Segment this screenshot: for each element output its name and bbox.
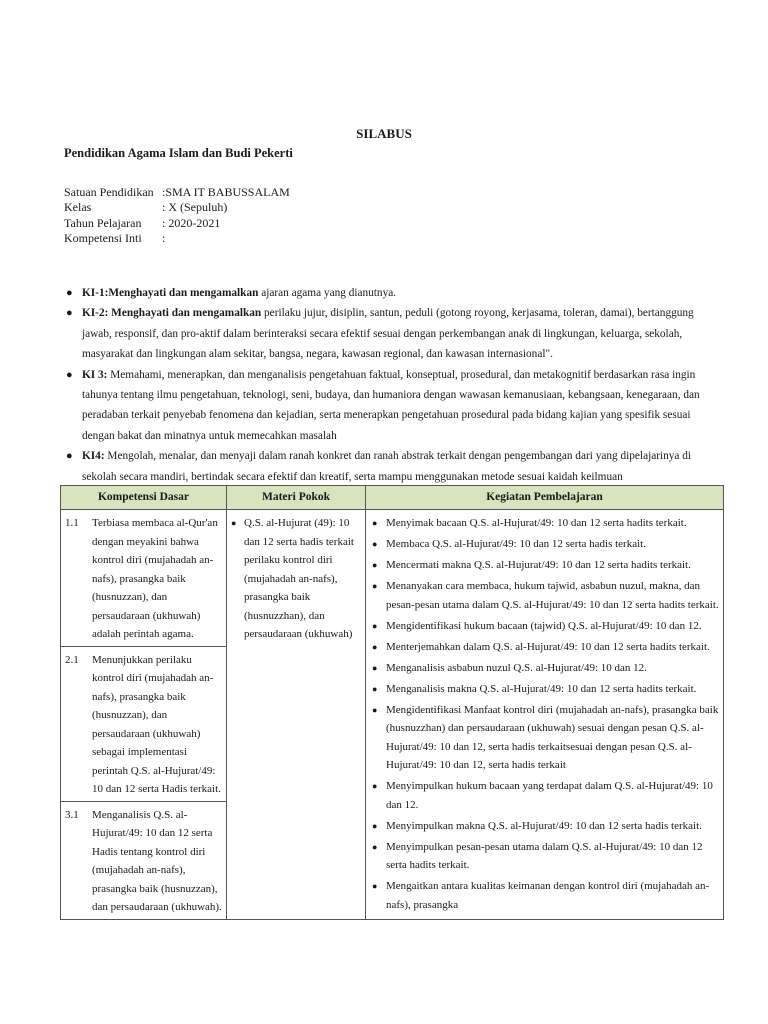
kegiatan-text: Menanyakan cara membaca, hukum tajwid, asbabun nuzul, makna, dan pesan-pesan utama dalam Q.S. al-Hujurat/49: 10 dan 12 serta hadits terkait. [386, 580, 719, 611]
ki-item [64, 303, 716, 364]
bullet-icon: ● [372, 820, 378, 831]
bullet-icon: ● [372, 683, 378, 694]
list-item [368, 617, 721, 636]
kd-text: Menganalisis Q.S. al-Hujurat/49: 10 dan 12 serta Hadis tentang kontrol diri (mujahadah an-nafs), prasangka baik (husnuzzan), dan persaudaraan (ukhuwah). [92, 808, 222, 913]
ki-item [64, 283, 716, 303]
bullet-icon: ● [372, 581, 378, 591]
bullet-icon: ● [372, 781, 378, 791]
identity-value: : [162, 230, 166, 245]
bullet-icon: ● [372, 560, 378, 570]
kd-cell [61, 510, 227, 647]
column-header-kompetensi-dasar: Kompetensi Dasar [61, 486, 227, 510]
kegiatan-text: Mencermati makna Q.S. al-Hujurat/49: 10 dan 12 serta hadits terkait. [386, 559, 691, 571]
column-header-kegiatan: Kegiatan Pembelajaran [366, 486, 724, 510]
list-item [368, 701, 721, 775]
ki-item [64, 446, 716, 487]
kd-number: 1.1 [65, 517, 79, 529]
list-item [368, 577, 721, 614]
document-title: SILABUS [356, 126, 412, 141]
bullet-icon: ● [372, 881, 378, 891]
identity-value: :SMA IT BABUSSALAM [162, 185, 290, 199]
bullet-icon: ● [372, 620, 378, 631]
ki-text: Mengolah, menalar, dan menyaji dalam ranah konkret dan ranah abstrak terkait dengan pengembangan dari yang dipelajarinya di sekolah secara mandiri, bertindak secara efektif dan kreatif, serta mampu menggunakan metode sesuai kaidah keilmuan [82, 450, 692, 483]
bullet-icon: ● [372, 841, 378, 852]
list-item [368, 680, 721, 699]
kd-cell [61, 801, 227, 919]
kegiatan-text: Mengidentifikasi hukum bacaan (tajwid) Q.S. al-Hujurat/49: 10 dan 12. [386, 619, 702, 632]
identity-value: : 2020-2021 [162, 215, 221, 230]
ki-text: Memahami, menerapkan, dan menganalisis pengetahuan faktual, konseptual, prosedural, dan metakognitif berdasarkan rasa ingin tahunya tentang ilmu pengetahuan, teknologi, seni, budaya, dan humaniora dengan wawasan kemanusiaan, kebangsaan, kenegaraan, dan peradaban terkait penyebab fenomena dan kejadian, serta menerapkan pengetahuan prosedural pada bidang kajian yang spesifik sesuai dengan bakat dan minatnya untuk memecahkan masalah [82, 368, 700, 442]
list-item [368, 817, 721, 836]
list-item [368, 514, 721, 533]
bullet-icon: ● [231, 518, 237, 528]
materi-text: Q.S. al-Hujurat (49): 10 dan 12 serta hadis terkait perilaku kontrol diri (mujahadah an-nafs), prasangka baik (husnuzzhan), dan persaudaraan (ukhuwah) [244, 517, 354, 640]
bullet-icon: ● [372, 641, 378, 652]
kegiatan-text: Menyimpulkan makna Q.S. al-Hujurat/49: 10 dan 12 serta hadis terkait. [386, 819, 702, 832]
kompetensi-inti-list [64, 283, 716, 487]
list-item [368, 638, 721, 657]
list-item [368, 777, 721, 814]
materi-pokok-cell [227, 510, 366, 920]
ki-item [64, 365, 716, 447]
kegiatan-text: Mengaitkan antara kualitas keimanan dengan kontrol diri (mujahadah an-nafs), prasangka [386, 880, 710, 911]
syllabus-table [60, 485, 724, 920]
list-item [368, 556, 721, 575]
bullet-icon: ● [372, 662, 378, 673]
identity-row [64, 231, 290, 246]
kd-cell [61, 646, 227, 801]
kegiatan-text: Menyimak bacaan Q.S. al-Hujurat/49: 10 dan 12 serta hadits terkait. [386, 517, 687, 529]
table-header-row [61, 486, 724, 510]
list-item [368, 659, 721, 678]
bullet-icon: ● [66, 287, 73, 299]
kegiatan-list [368, 514, 721, 914]
identity-label: Kelas [64, 200, 92, 215]
ki-text: perilaku jujur, disiplin, santun, peduli (gotong royong, kerjasama, toleran, damai), bertanggung jawab, responsif, dan pro-aktif dalam berinteraksi secara efektif sesuai dengan perkembangan anak di lingkungan, keluarga, sekolah, masyarakat dan lingkungan alam sekitar, bangsa, negara, kawasan regional, dan kawasan internasional". [82, 307, 694, 361]
column-header-materi-pokok: Materi Pokok [227, 486, 366, 510]
identity-label: Satuan Pendidikan [64, 185, 154, 199]
ki-heading: KI4: [82, 450, 105, 463]
materi-item [229, 514, 363, 644]
subject-title: Pendidikan Agama Islam dan Budi Pekerti [64, 146, 293, 160]
identity-row [64, 200, 290, 215]
kegiatan-text: Menganalisis asbabun nuzul Q.S. al-Hujurat/49: 10 dan 12. [386, 661, 647, 674]
ki-heading: KI-1:Menghayati dan mengamalkan [82, 287, 259, 299]
list-item [368, 838, 721, 875]
kegiatan-text: Mengidentifikasi Manfaat kontrol diri (mujahadah an-nafs), prasangka baik (husnuzzhan) dan persaudaraan (ukhuwah) sesuai dengan pesan Q.S. al-Hujurat/49: 10 dan 12, serta hadis terkaitsesuai dengan pesan Q.S. al-Hujurat/49: 10 dan 12, serta hadis terkait [386, 703, 719, 771]
kd-text: Menunjukkan perilaku kontrol diri (mujahadah an-nafs), prasangka baik (husnuzzan), dan persaudaraan (ukhuwah) sebagai implementasi perintah Q.S. al-Hujurat/49: 10 dan 12 serta Hadis terkait. [92, 653, 221, 795]
ki-text: ajaran agama yang dianutnya. [258, 287, 397, 299]
list-item [368, 877, 721, 914]
table-row [61, 510, 724, 647]
kegiatan-text: Menganalisis makna Q.S. al-Hujurat/49: 10 dan 12 serta hadits terkait. [386, 682, 697, 695]
kegiatan-cell [366, 510, 724, 920]
bullet-icon: ● [372, 539, 378, 549]
kegiatan-text: Menterjemahkan dalam Q.S. al-Hujurat/49: 10 dan 12 serta hadits terkait. [386, 640, 710, 653]
kd-text: Terbiasa membaca al-Qur'an dengan meyakini bahwa kontrol diri (mujahadah an-nafs), prasangka baik (husnuzzan), dan persaudaraan (ukhuwah) adalah perintah agama. [92, 517, 218, 640]
bullet-icon: ● [66, 368, 73, 381]
identity-label: Kompetensi Inti [64, 230, 142, 245]
ki-heading: KI-2: Menghayati dan mengamalkan [82, 307, 262, 320]
bullet-icon: ● [372, 704, 378, 715]
kegiatan-text: Menyimpulkan pesan-pesan utama dalam Q.S. al-Hujurat/49: 10 dan 12 serta hadits terkait. [386, 840, 703, 871]
identity-row [64, 185, 290, 200]
kegiatan-text: Membaca Q.S. al-Hujurat/49: 10 dan 12 serta hadis terkait. [386, 538, 646, 550]
kd-number: 3.1 [65, 808, 79, 821]
bullet-icon: ● [372, 518, 378, 528]
kd-number: 2.1 [65, 653, 79, 666]
bullet-icon: ● [66, 450, 73, 463]
identity-block [64, 185, 290, 246]
identity-value: : X (Sepuluh) [162, 200, 228, 215]
kegiatan-text: Menyimpulkan hukum bacaan yang terdapat dalam Q.S. al-Hujurat/49: 10 dan 12. [386, 780, 713, 811]
bullet-icon: ● [66, 307, 73, 320]
ki-heading: KI 3: [82, 368, 108, 381]
identity-label: Tahun Pelajaran [64, 215, 142, 230]
identity-row [64, 216, 290, 231]
list-item [368, 535, 721, 554]
